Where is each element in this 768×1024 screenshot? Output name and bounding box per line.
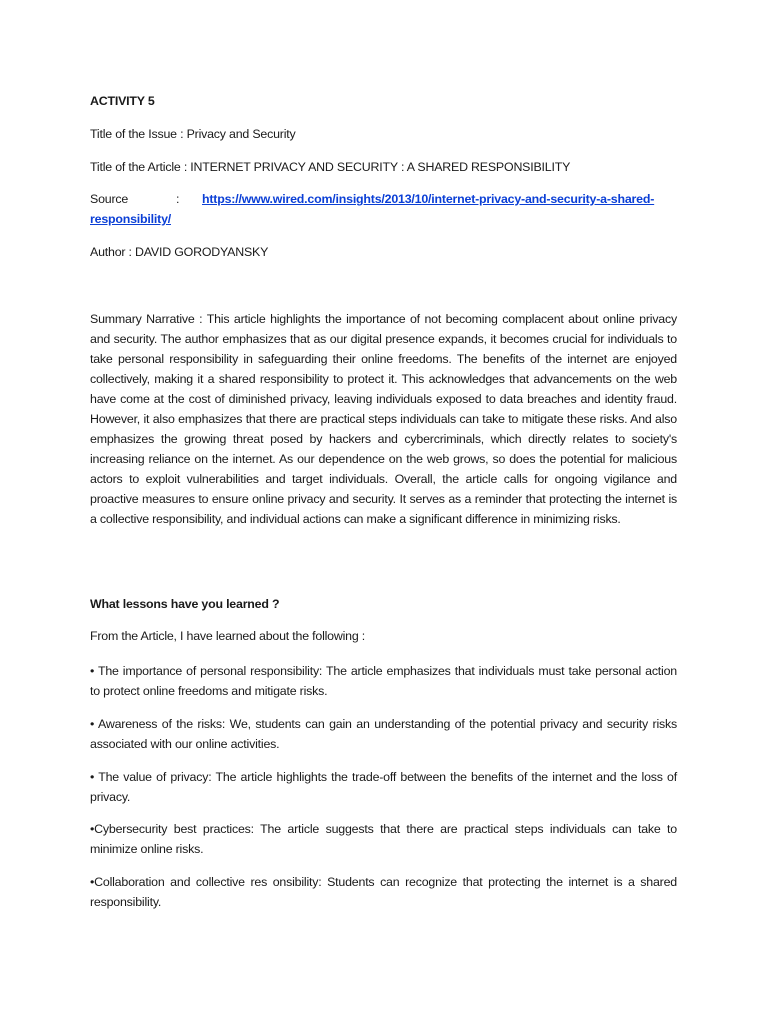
source-colon: : — [176, 192, 180, 206]
article-title: Title of the Article : INTERNET PRIVACY AND SECURITY : A SHARED RESPONSIBILITY — [90, 160, 571, 174]
summary-paragraph: Summary Narrative : This article highlights the importance of not becoming complacent about online privacy and security. The author emphasizes that as our digital presence expands, it becomes crucial for individuals to take personal responsibility in safeguarding their online freedoms. The benefits of the internet are enjoyed collectively, making it a shared responsibility to protect it. This acknowledges that advancements on the web have come at the cost of diminished privacy, leaving individuals exposed to data breaches and identity fraud. However, it also emphasizes that there are practical steps individuals can take to mitigate these risks. And also emphasizes the growing threat posed by hackers and cybercriminals, which directly relates to society's increasing reliance on the internet. As our dependence on the web grows, so does the potential for malicious actors to exploit vulnerabilities and target individuals. Overall, the article calls for ongoing vigilance and proactive measures to ensure online privacy and security. It serves as a reminder that protecting the internet is a collective responsibility, and individual actions can make a significant difference in minimizing risks. — [90, 312, 677, 526]
source-label: Source — [90, 192, 129, 206]
issue-title: Title of the Issue : Privacy and Security — [90, 127, 296, 141]
lessons-intro: From the Article, I have learned about the following : — [90, 629, 366, 643]
lesson-item: •Cybersecurity best practices: The article suggests that there are practical steps individuals can take to minimize online risks. — [90, 822, 677, 856]
lesson-item: •Collaboration and collective res onsibility: Students can recognize that protecting the internet is a shared responsibility. — [90, 875, 677, 909]
lessons-heading: What lessons have you learned ? — [90, 597, 280, 611]
lesson-item: • The value of privacy: The article highlights the trade-off between the benefits of the internet and the loss of privacy. — [90, 770, 677, 804]
lesson-item: • Awareness of the risks: We, students can gain an understanding of the potential privacy and security risks associated with our online activities. — [90, 717, 677, 751]
author-line: Author : DAVID GORODYANSKY — [90, 245, 269, 259]
source-link-continuation[interactable]: responsibility/ — [90, 212, 171, 226]
activity-heading: ACTIVITY 5 — [90, 94, 155, 108]
source-link[interactable]: https://www.wired.com/insights/2013/10/internet-privacy-and-security-a-shared- — [202, 192, 655, 206]
lesson-item: • The importance of personal responsibility: The article emphasizes that individuals must take personal action to protect online freedoms and mitigate risks. — [90, 664, 677, 698]
